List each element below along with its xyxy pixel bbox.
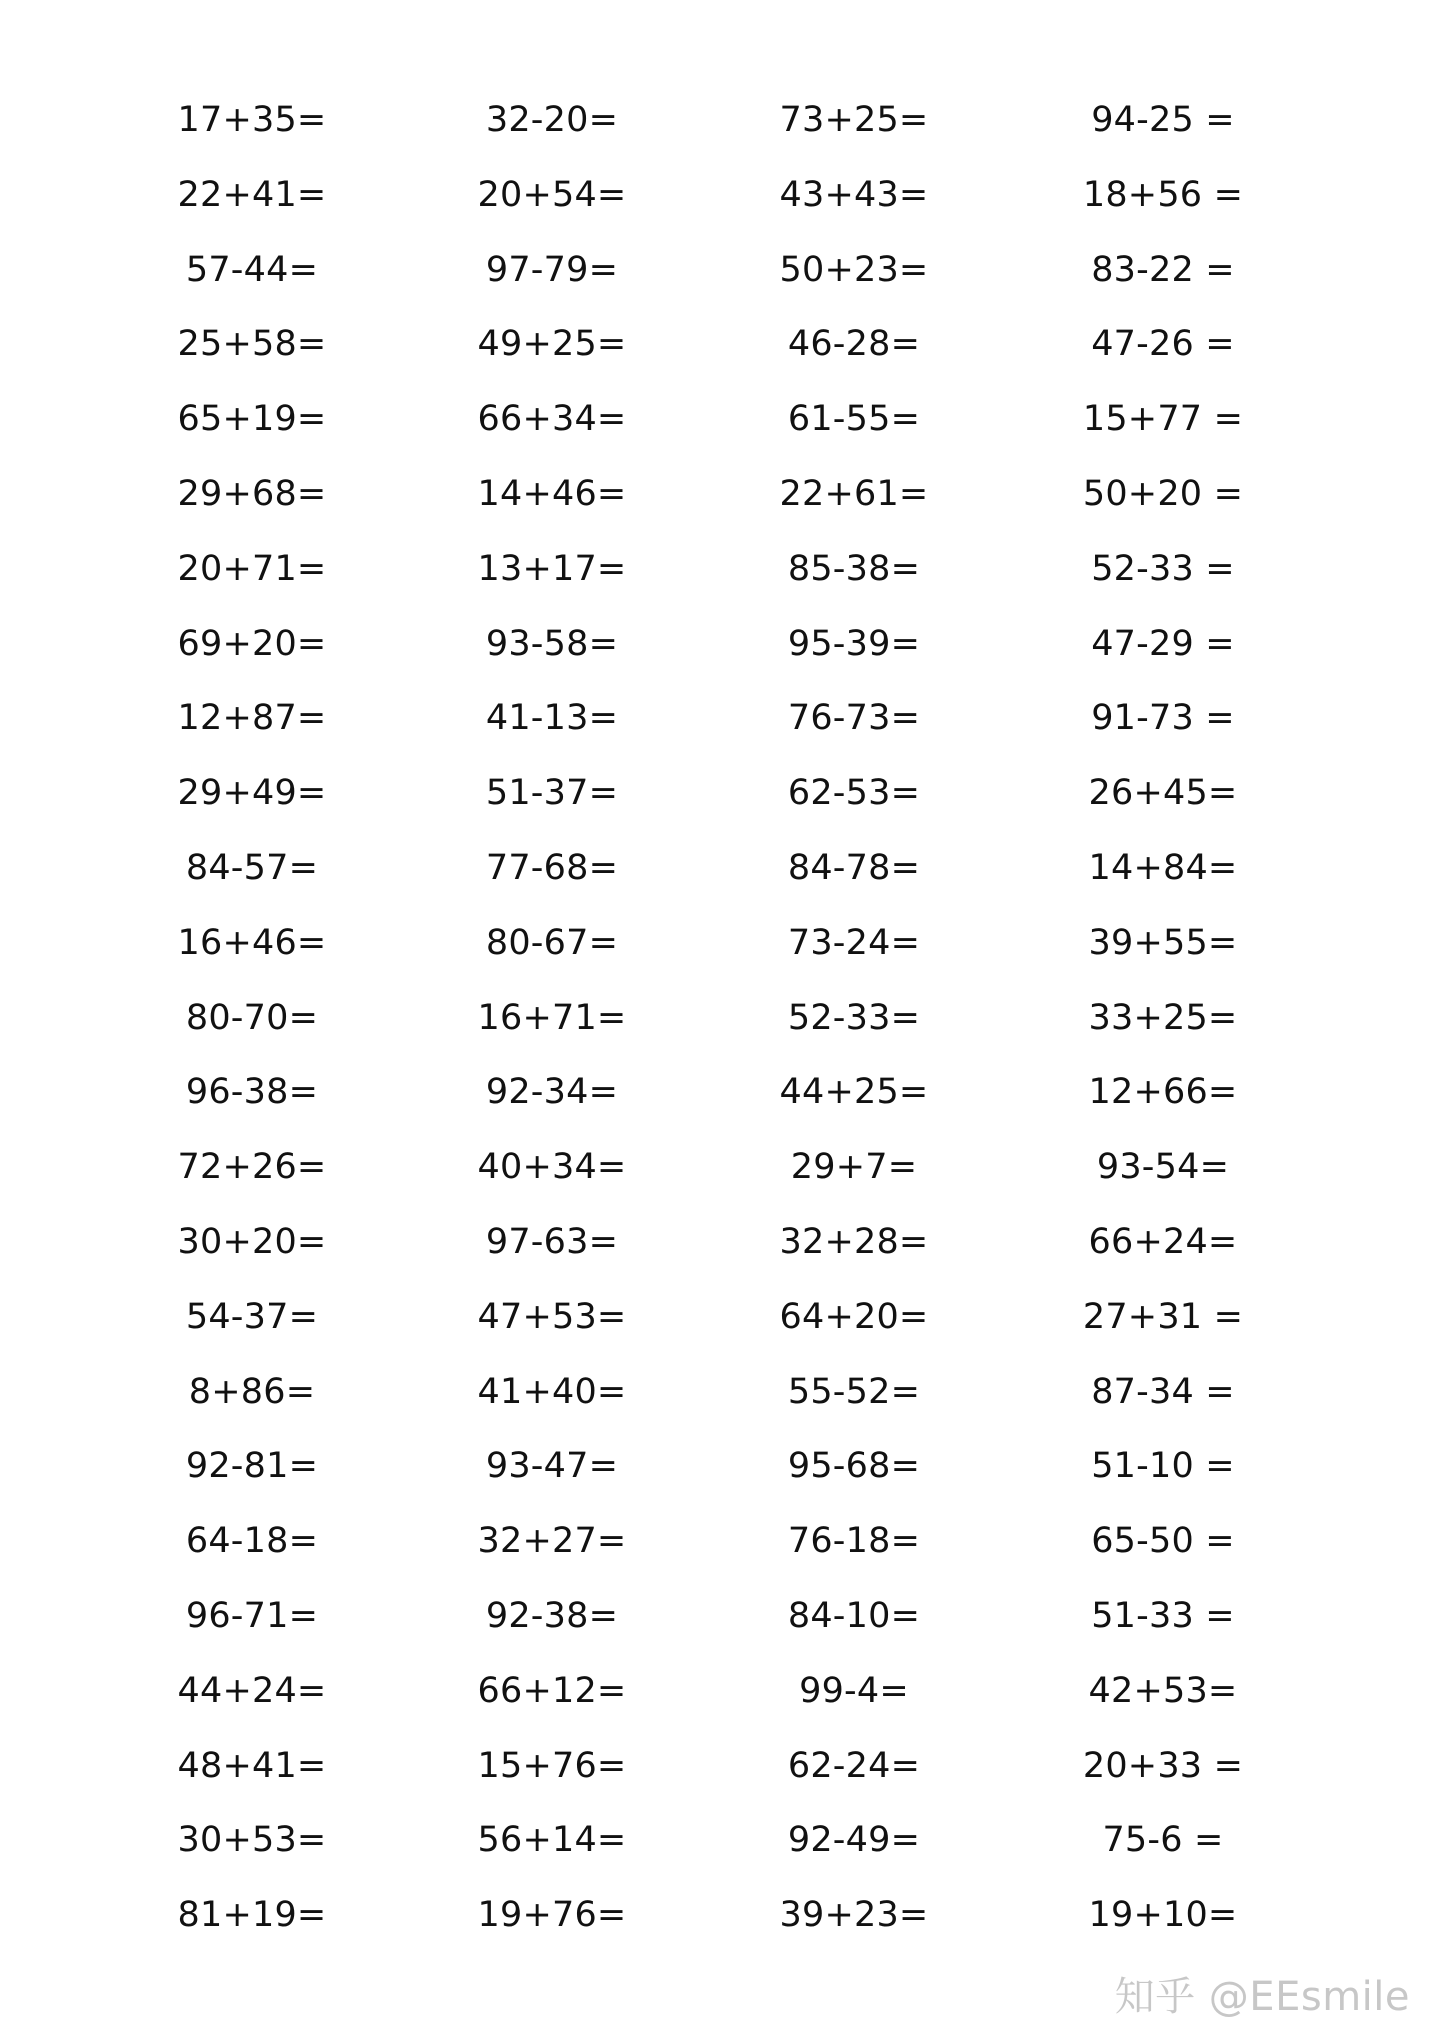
math-problem: 46-28=: [787, 324, 921, 365]
math-problem: 14+84=: [1088, 847, 1238, 888]
math-problem: 44+24=: [177, 1670, 327, 1711]
math-problem: 19+10=: [1088, 1895, 1238, 1936]
math-problem: 52-33=: [787, 997, 921, 1038]
math-problem: 73-24=: [787, 922, 921, 963]
math-problem: 91-73 =: [1091, 698, 1235, 739]
math-problem: 40+34=: [477, 1147, 627, 1188]
math-problem: 93-47=: [485, 1446, 619, 1487]
math-problem: 48+41=: [177, 1745, 327, 1786]
math-problem: 57-44=: [185, 249, 319, 290]
arithmetic-problem-grid: [150, 88, 1270, 1958]
math-problem: 49+25=: [477, 324, 627, 365]
math-problem: 94-25 =: [1091, 100, 1235, 140]
math-problem: 33+25=: [1088, 997, 1238, 1038]
math-problem: 96-71=: [185, 1595, 319, 1636]
math-problem: 25+58=: [177, 324, 327, 365]
math-problem: 30+20=: [177, 1221, 327, 1262]
math-problem: 66+12=: [477, 1670, 627, 1711]
math-problem: 97-63=: [485, 1221, 619, 1262]
math-problem: 47-29 =: [1091, 623, 1235, 664]
math-problem: 44+25=: [779, 1072, 929, 1113]
math-problem: 8+86=: [188, 1371, 316, 1412]
math-problem: 66+34=: [477, 399, 627, 440]
math-problem: 20+71=: [177, 548, 327, 589]
math-problem: 80-70=: [185, 997, 319, 1038]
math-problem: 26+45=: [1088, 773, 1238, 814]
math-problem: 83-22 =: [1091, 249, 1235, 290]
math-problem: 18+56 =: [1082, 174, 1244, 215]
math-problem: 29+68=: [177, 473, 327, 514]
math-problem: 22+61=: [779, 473, 929, 514]
math-problem: 41-13=: [485, 698, 619, 739]
math-problem: 92-81=: [185, 1446, 319, 1487]
math-problem: 52-33 =: [1091, 548, 1235, 589]
math-problem: 39+23=: [779, 1895, 929, 1936]
math-problem: 51-33 =: [1091, 1595, 1235, 1636]
math-problem: 30+53=: [177, 1820, 327, 1861]
math-problem: 84-57=: [185, 847, 319, 888]
math-problem: 13+17=: [477, 548, 627, 589]
math-problem: 69+20=: [177, 623, 327, 664]
math-problem: 16+71=: [477, 997, 627, 1038]
math-problem: 20+33 =: [1082, 1745, 1244, 1786]
math-problem: 54-37=: [185, 1296, 319, 1337]
math-problem: 16+46=: [177, 922, 327, 963]
math-problem: 62-24=: [787, 1745, 921, 1786]
math-problem: 20+54=: [477, 174, 627, 215]
math-problem: 32+27=: [477, 1521, 627, 1562]
math-problem: 32-20=: [485, 100, 619, 140]
math-problem: 92-49=: [787, 1820, 921, 1861]
math-problem: 64+20=: [779, 1296, 929, 1337]
math-problem: 32+28=: [779, 1221, 929, 1262]
math-problem: 50+23=: [779, 249, 929, 290]
watermark-text: 知乎 @EEsmile: [1114, 1973, 1410, 2020]
math-problem: 29+49=: [177, 773, 327, 814]
math-problem: 95-39=: [787, 623, 921, 664]
math-problem: 12+87=: [177, 698, 327, 739]
math-problem: 96-38=: [185, 1072, 319, 1113]
math-problem: 42+53=: [1088, 1670, 1238, 1711]
math-problem: 27+31 =: [1082, 1296, 1244, 1337]
math-problem: 97-79=: [485, 249, 619, 290]
math-problem: 92-34=: [485, 1072, 619, 1113]
math-problem: 43+43=: [779, 174, 929, 215]
math-problem: 93-54=: [1096, 1147, 1230, 1188]
math-problem: 65+19=: [177, 399, 327, 440]
math-problem: 51-10 =: [1091, 1446, 1235, 1487]
math-problem: 29+7=: [790, 1147, 918, 1188]
math-problem: 84-78=: [787, 847, 921, 888]
math-problem: 51-37=: [485, 773, 619, 814]
math-problem: 56+14=: [477, 1820, 627, 1861]
math-problem: 55-52=: [787, 1371, 921, 1412]
math-problem: 14+46=: [477, 473, 627, 514]
zhihu-watermark: [1115, 1960, 1410, 2026]
math-problem: 87-34 =: [1091, 1371, 1235, 1412]
math-problem: 93-58=: [485, 623, 619, 664]
math-problem: 66+24=: [1088, 1221, 1238, 1262]
math-problem: 80-67=: [485, 922, 619, 963]
math-problem: 19+76=: [477, 1895, 627, 1936]
math-problem: 12+66=: [1088, 1072, 1238, 1113]
math-problem: 77-68=: [485, 847, 619, 888]
math-problem: 92-38=: [485, 1595, 619, 1636]
math-problem: 39+55=: [1088, 922, 1238, 963]
math-problem: 50+20 =: [1082, 473, 1244, 514]
math-problem: 15+76=: [477, 1745, 627, 1786]
math-problem: 47+53=: [477, 1296, 627, 1337]
math-problem: 84-10=: [787, 1595, 921, 1636]
math-problem: 47-26 =: [1091, 324, 1235, 365]
math-problem: 62-53=: [787, 773, 921, 814]
math-problem: 95-68=: [787, 1446, 921, 1487]
math-problem: 76-18=: [787, 1521, 921, 1562]
math-problem: 61-55=: [787, 399, 921, 440]
math-problem: 15+77 =: [1082, 399, 1244, 440]
math-problem: 72+26=: [177, 1147, 327, 1188]
math-problem: 65-50 =: [1091, 1521, 1235, 1562]
math-problem: 64-18=: [185, 1521, 319, 1562]
math-problem: 17+35=: [177, 100, 327, 140]
math-problem: 75-6 =: [1102, 1820, 1224, 1861]
math-problem: 85-38=: [787, 548, 921, 589]
math-problem: 99-4=: [799, 1670, 909, 1711]
math-problem: 22+41=: [177, 174, 327, 215]
math-problem: 81+19=: [177, 1895, 327, 1936]
math-problem: 41+40=: [477, 1371, 627, 1412]
math-problem: 73+25=: [779, 100, 929, 140]
math-problem: 76-73=: [787, 698, 921, 739]
